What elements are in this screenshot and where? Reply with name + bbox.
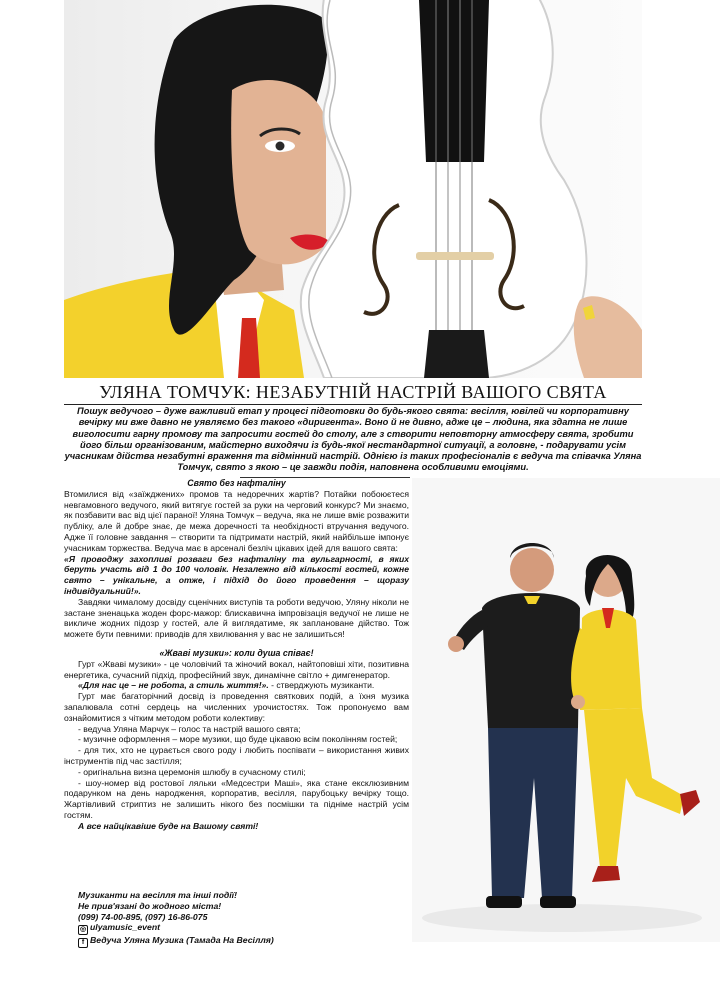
list-item: - музичне оформлення – море музики, що буде цікавою всім поколінням гостей; bbox=[78, 734, 398, 745]
list-item: - оригінальна визна церемонія шлюбу в сучасному стилі; bbox=[78, 766, 306, 777]
quote: «Для нас це – не робота, а стиль життя!». bbox=[78, 680, 269, 691]
body-paragraph: Завдяки чималому досвіду сценічних виступів та роботи ведучою, Уляну ніколи не застане зненацька жоден форс-мажор: блискавична імпровізація ведучої не лише не викличе жодних підозр у гостей, але й виглядатиме, як заплановане дійство. Тож можете бути певними: приводів для хвилювання у вас не залишиться! bbox=[64, 596, 409, 640]
facebook-icon: f bbox=[78, 938, 88, 948]
section-heading: «Жваві музики»: коли душа співає! bbox=[159, 647, 314, 658]
man-sweater bbox=[482, 593, 580, 728]
section-heading: Свято без нафталіну bbox=[187, 478, 286, 488]
eye-pupil bbox=[276, 142, 285, 151]
list-item: - ведуча Уляна Марчук – голос та настрій вашого свята; bbox=[78, 723, 301, 734]
hero-illustration bbox=[64, 0, 642, 378]
quote-line bbox=[64, 680, 409, 691]
quote-attribution: - стверджують музиканти. bbox=[268, 680, 375, 691]
hero-photo bbox=[64, 0, 642, 378]
woman-hand bbox=[571, 695, 585, 709]
body-paragraph: Гурт має багаторічний досвід із проведення святкових подій, а їхня музика запалювала сотні сердець на численних урочистостях. Тож пропонуємо вам ознайомитися з чітким методом роботи колективу: bbox=[64, 691, 409, 723]
man-shoe bbox=[486, 896, 522, 908]
closing-line: А все найцікавіше буде на Вашому святі! bbox=[78, 820, 259, 831]
violin-bridge bbox=[416, 252, 494, 260]
spacer bbox=[64, 640, 409, 648]
title-bar bbox=[64, 380, 642, 405]
man-hand bbox=[448, 636, 464, 652]
body-paragraph: Втомилися від «заїжджених» промов та недоречних жартів? Потайки побоюєтеся невгамовного ведучого, який витягує гостей за руки на черговий конкурс? Ми знаємо, як позбавити вас від цієї параної! Уляна Томчук – ведуча, яка не лише вміє розважити публіку, але й добре знає, де межа доречності та необхідності втручання ведучого. Адже її головне завдання – створити та підтримати настрій, який найбільше імпонує учасникам торжества. Ведуча має в арсеналі безліч цікавих ідей для вашого свята: bbox=[64, 488, 409, 553]
floor-shadow bbox=[422, 904, 702, 932]
man-shoe bbox=[540, 896, 576, 908]
instagram-handle: ulyamusic_event bbox=[90, 922, 161, 933]
article-title: УЛЯНА ТОМЧУК: НЕЗАБУТНІЙ НАСТРІЙ ВАШОГО СВЯТА bbox=[99, 382, 607, 402]
facebook-line bbox=[78, 935, 398, 948]
instagram-line bbox=[78, 922, 398, 935]
article-body bbox=[64, 478, 409, 832]
contacts-line: Музиканти на весілля та інші події! bbox=[78, 890, 237, 900]
band-photo bbox=[412, 478, 720, 942]
contacts-line: Не прив'язані до жодного міста! bbox=[78, 900, 222, 911]
list-item: - для тих, хто не цурається свого роду і любить поспівати – використання живих інструментів під час застілля; bbox=[64, 745, 409, 766]
quote: «Я проводжу захопливі розваги без нафталіну та вульгарності, в яких беруть участь від 1 до 100 чоловік. Незалежно від кількості гостей, кожне свято – унікальне, а отже, і підхід до його проведення – щоразу індивідуальний!». bbox=[64, 553, 409, 596]
body-paragraph: Гурт «Жваві музики» - це чоловічий та жіночий вокал, найтоповіші хіти, позитивна енергетика, сучасний підхід, професійний звук, динамічне світло + димгенератор. bbox=[64, 658, 409, 680]
list-item: - шоу-номер від ростової ляльки «Медсестри Маші», яка стане ексклюзивним подарунком на день народження, корпоратив, весілля, парубоцьку вечірку тощо. Жартівливий стриптиз не залишить нікого без посмішки та підніме настрій усім гостям. bbox=[64, 777, 409, 820]
instagram-icon: ◎ bbox=[79, 926, 87, 934]
violin-tailpiece bbox=[424, 330, 489, 378]
man-head bbox=[510, 548, 554, 592]
woman-jacket bbox=[580, 609, 642, 710]
facebook-page: Ведуча Уляна Музика (Тамада На Весілля) bbox=[90, 935, 274, 946]
violin-fingerboard bbox=[419, 0, 489, 162]
band-illustration bbox=[412, 478, 720, 942]
contacts-block bbox=[78, 890, 398, 948]
lead-paragraph: Пошук ведучого – дуже важливий етап у процесі підготовки до будь-якого свята: весілля, ювілей чи корпоративну вечірку ми вже давно не уявляємо без такого «диригента». Воно й не дивно, адже це – людина, яка здатна не лише виголосити гарну промову та запросити гостей до столу, але з створити неповторну атмосферу свята, зробити його більш організованим, майстерно виходячи із будь-якої нестандартної ситуації, а головне, - подарувати усім учасникам дійства незабутні враження та відмінний настрій. Однією із таких професіоналів є ведуча та співачка Уляна Томчук, свято з якою – це завжди подія, наповнена особливими емоціями. bbox=[64, 406, 642, 473]
phone-numbers: (099) 74-00-895, (097) 16-86-075 bbox=[78, 911, 208, 922]
